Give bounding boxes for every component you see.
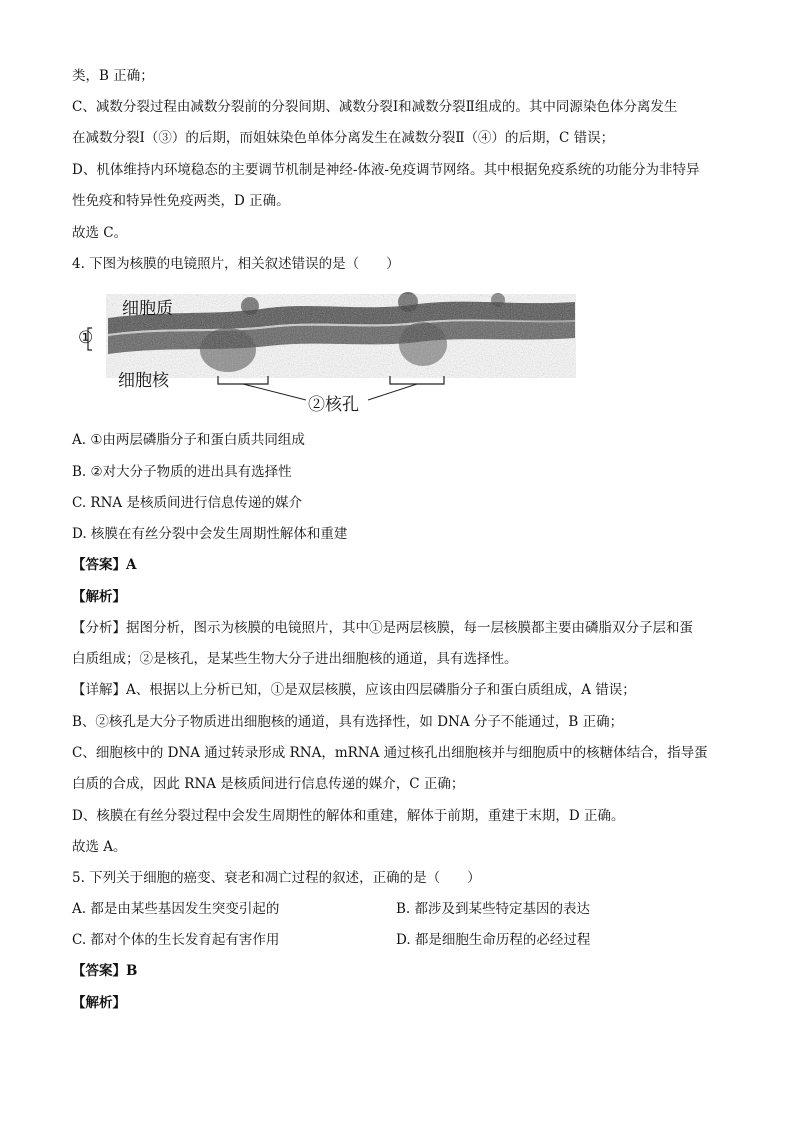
label-nuclear-pore: ②核孔 (308, 395, 359, 415)
label-cytoplasm: 细胞质 (122, 299, 173, 319)
text-line: D、机体维持内环境稳态的主要调节机制是神经-体液-免疫调节网络。其中根据免疫系统的功能分为非特异 (72, 162, 700, 178)
analysis-text: 白质组成；②是核孔，是某些生物大分子进出细胞核的通道，具有选择性。 (72, 651, 518, 667)
q5-option-a: A. 都是由某些基因发生突变引起的 (72, 901, 280, 917)
option-c: C. RNA 是核质间进行信息传递的媒介 (72, 495, 302, 511)
detail-text: B、②核孔是大分子物质进出细胞核的通道，具有选择性，如 DNA 分子不能通过，B 正确； (72, 714, 624, 730)
choice-text: 故选 A。 (72, 839, 127, 855)
q5-option-c: C. 都对个体的生长发育起有害作用 (72, 932, 280, 948)
nuclear-envelope-micrograph (78, 290, 578, 415)
q5-option-d: D. 都是细胞生命历程的必经过程 (396, 932, 591, 948)
text-line: C、减数分裂过程由减数分裂前的分裂间期、减数分裂Ⅰ和减数分裂Ⅱ组成的。其中同源染色体分离发生 (72, 99, 678, 115)
text-line: 性免疫和特异性免疫两类，D 正确。 (72, 193, 290, 209)
detail-text: 白质的合成，因此 RNA 是核质间进行信息传递的媒介，C 正确； (72, 776, 465, 792)
text-line: 故选 C。 (72, 225, 128, 241)
analysis-label: 【解析】 (72, 589, 126, 605)
option-d: D. 核膜在有丝分裂中会发生周期性解体和重建 (72, 526, 348, 542)
q5-analysis-label: 【解析】 (72, 995, 126, 1011)
detail-text: 【详解】A、根据以上分析已知，①是双层核膜，应该由四层磷脂分子和蛋白质组成，A 错误； (72, 682, 636, 698)
q5-answer-label: 【答案】B (72, 963, 138, 979)
analysis-text: 【分析】据图分析，图示为核膜的电镜照片，其中①是两层核膜，每一层核膜都主要由磷脂双分子层和蛋 (72, 620, 693, 636)
option-a: A. ①由两层磷脂分子和蛋白质共同组成 (72, 432, 305, 448)
answer-label: 【答案】A (72, 557, 137, 573)
question-5-stem: 5. 下列关于细胞的癌变、衰老和凋亡过程的叙述，正确的是（ ） (72, 870, 481, 886)
text-line: 类，B 正确； (72, 68, 154, 84)
q5-option-b: B. 都涉及到某些特定基因的表达 (396, 901, 591, 917)
label-membrane-1: ① (78, 328, 94, 348)
detail-text: C、细胞核中的 DNA 通过转录形成 RNA，mRNA 通过核孔出细胞核并与细胞质中的核糖体结合，指导蛋 (72, 745, 708, 761)
option-b: B. ②对大分子物质的进出具有选择性 (72, 464, 292, 480)
detail-text: D、核膜在有丝分裂过程中会发生周期性的解体和重建，解体于前期，重建于末期，D 正确。 (72, 808, 625, 824)
label-nucleus: 细胞核 (118, 371, 169, 391)
question-4-stem: 4. 下图为核膜的电镜照片，相关叙述错误的是（ ） (72, 256, 400, 272)
text-line: 在减数分裂Ⅰ（③）的后期，而姐妹染色单体分离发生在减数分裂Ⅱ（④）的后期，C 错误； (72, 130, 615, 146)
